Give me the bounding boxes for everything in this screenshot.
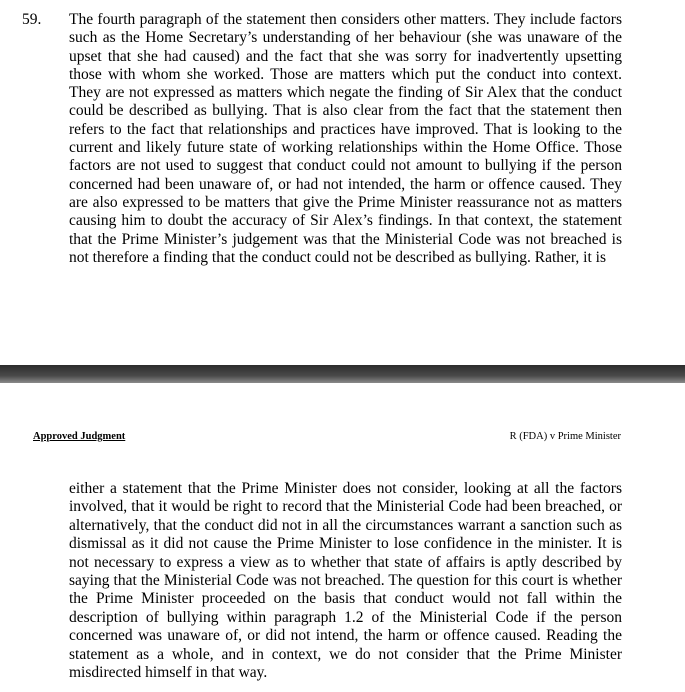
paragraph-number: 59.	[22, 11, 42, 28]
header-case-name: R (FDA) v Prime Minister	[509, 431, 621, 442]
header-approved-judgment: Approved Judgment	[33, 431, 126, 442]
page-break	[0, 365, 685, 383]
continuation-text: either a statement that the Prime Minister does not consider, looking at all the factors involved, that it would be right to record that the Ministerial Code had been breached, or alternatively, that the conduct did not in all the circumstances warrant a sanction such as dismissal as it did not cause the Prime Minister to lose confidence in the minister. It is not necessary to express a view as to whether that state of affairs is aptly described by saying that the Ministerial Code was not breached. The question for this court is whether the Prime Minister proceeded on the basis that conduct would not fall within the description of bullying within paragraph 1.2 of the Ministerial Code if the person concerned was unaware of, or did not intend, the harm or offence caused. Reading the statement as a whole, and in context, we do not consider that the Prime Minister misdirected himself in that way.	[69, 480, 622, 682]
paragraph-text: The fourth paragraph of the statement then considers other matters. They include factors such as the Home Secretary’s understanding of her behaviour (she was unaware of the upset that she had caused) and the fact that she was sorry for inadvertently upsetting those with whom she worked. Those are matters which put the conduct into context. They are not expressed as matters which negate the finding of Sir Alex that the conduct could be described as bullying. That is also clear from the fact that the statement then refers to the fact that relationships and practices have improved. That is looking to the current and likely future state of working relationships within the Home Office. Those factors are not used to suggest that conduct could not amount to bullying if the person concerned had been unaware of, or had not intended, the harm or offence caused. They are also expressed to be matters that give the Prime Minister reassurance not as matters causing him to doubt the accuracy of Sir Alex’s findings. In that context, the statement that the Prime Minister’s judgement was that the Ministerial Code was not breached is not therefore a finding that the conduct could not be described as bullying. Rather, it is	[69, 11, 622, 266]
page-bottom	[0, 383, 685, 692]
